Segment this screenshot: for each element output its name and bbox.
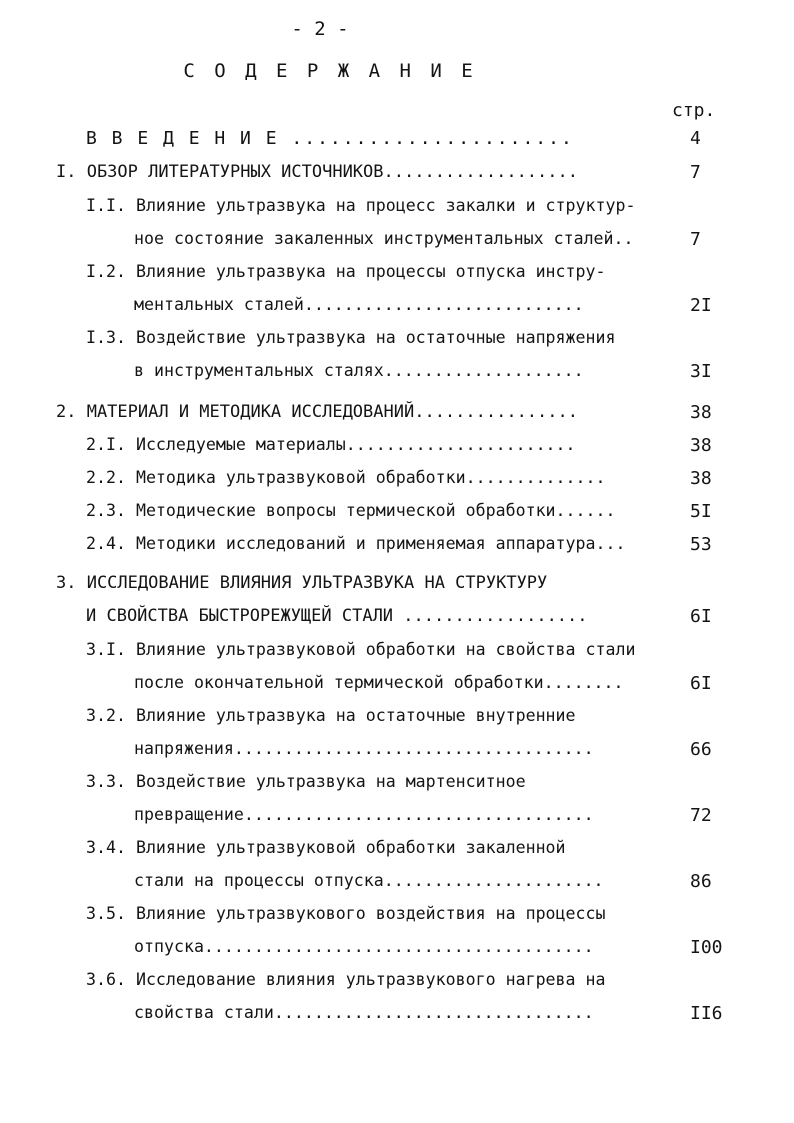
toc-entry-page: 2I (690, 295, 712, 316)
toc-entry-text: В В Е Д Е Н И Е ...................... (86, 128, 574, 149)
toc-entry-text: 2.3. Методические вопросы термической обработки...... (86, 501, 616, 520)
toc-entry-page: 5I (690, 501, 712, 522)
toc-entry-text: 3.2. Влияние ультразвука на остаточные внутренние (86, 706, 576, 725)
toc-entry-page: 7 (690, 229, 701, 250)
toc-entry-text: 2. МАТЕРИАЛ И МЕТОДИКА ИССЛЕДОВАНИЙ................ (56, 402, 578, 422)
toc-entry-text: 3.5. Влияние ультразвукового воздействия на процессы (86, 904, 606, 923)
toc-entry-text: 2.I. Исследуемые материалы....................... (86, 435, 576, 454)
toc-entry-text: 2.2. Методика ультразвуковой обработки.............. (86, 468, 606, 487)
toc-entry-page: II6 (690, 1003, 723, 1024)
toc-entry-page: 7 (690, 162, 701, 183)
toc-entry-page: 4 (690, 128, 701, 149)
toc-entry-text: И СВОЙСТВА БЫСТРОРЕЖУЩЕЙ СТАЛИ .................. (86, 606, 588, 626)
toc-entry-text: напряжения.................................... (134, 739, 594, 758)
toc-entry-text: I.I. Влияние ультразвука на процесс закалки и структур- (86, 196, 636, 215)
toc-entry-text: 3.3. Воздействие ультразвука на мартенситное (86, 772, 526, 791)
toc-entry-text: 3.4. Влияние ультразвуковой обработки закаленной (86, 838, 566, 857)
toc-entry-text: свойства стали................................ (134, 1003, 594, 1022)
toc-entry-page: 6I (690, 673, 712, 694)
toc-entry-page: 72 (690, 805, 712, 826)
toc-entry-page: 53 (690, 534, 712, 555)
toc-entry-text: 2.4. Методики исследований и применяемая аппаратура... (86, 534, 626, 553)
toc-entry-text: 3. ИССЛЕДОВАНИЕ ВЛИЯНИЯ УЛЬТРАЗВУКА НА СТРУКТУРУ (56, 573, 548, 593)
page-title: С О Д Е Р Ж А Н И Е (183, 60, 477, 82)
toc-entry-text: ментальных сталей............................ (134, 295, 584, 314)
toc-entry-page: 86 (690, 871, 712, 892)
toc-entry-page: 6I (690, 606, 712, 627)
toc-entry-page: 38 (690, 468, 712, 489)
toc-entry-text: I. ОБЗОР ЛИТЕРАТУРНЫХ ИСТОЧНИКОВ................... (56, 162, 578, 182)
page-column-header: стр. (672, 100, 716, 121)
toc-entry-text: стали на процессы отпуска...................... (134, 871, 604, 890)
toc-entry-page: 38 (690, 402, 712, 423)
toc-entry-text: превращение................................... (134, 805, 594, 824)
toc-entry-text: 3.6. Исследование влияния ультразвукового нагрева на (86, 970, 606, 989)
toc-entry-text: I.2. Влияние ультразвука на процессы отпуска инстру- (86, 262, 606, 281)
toc-entry-text: I.3. Воздействие ультразвука на остаточные напряжения (86, 328, 616, 347)
toc-entry-page: 66 (690, 739, 712, 760)
page-number: - 2 - (291, 18, 349, 40)
toc-entry-text: 3.I. Влияние ультразвуковой обработки на свойства стали (86, 640, 636, 659)
toc-entry-text: после окончательной термической обработки........ (134, 673, 624, 692)
toc-entry-text: ное состояние закаленных инструментальных сталей.. (134, 229, 634, 248)
toc-entry-page: 3I (690, 361, 712, 382)
toc-entry-text: отпуска....................................... (134, 937, 594, 956)
toc-entry-page: 38 (690, 435, 712, 456)
toc-entry-text: в инструментальных сталях.................... (134, 361, 584, 380)
toc-entry-page: I00 (690, 937, 723, 958)
